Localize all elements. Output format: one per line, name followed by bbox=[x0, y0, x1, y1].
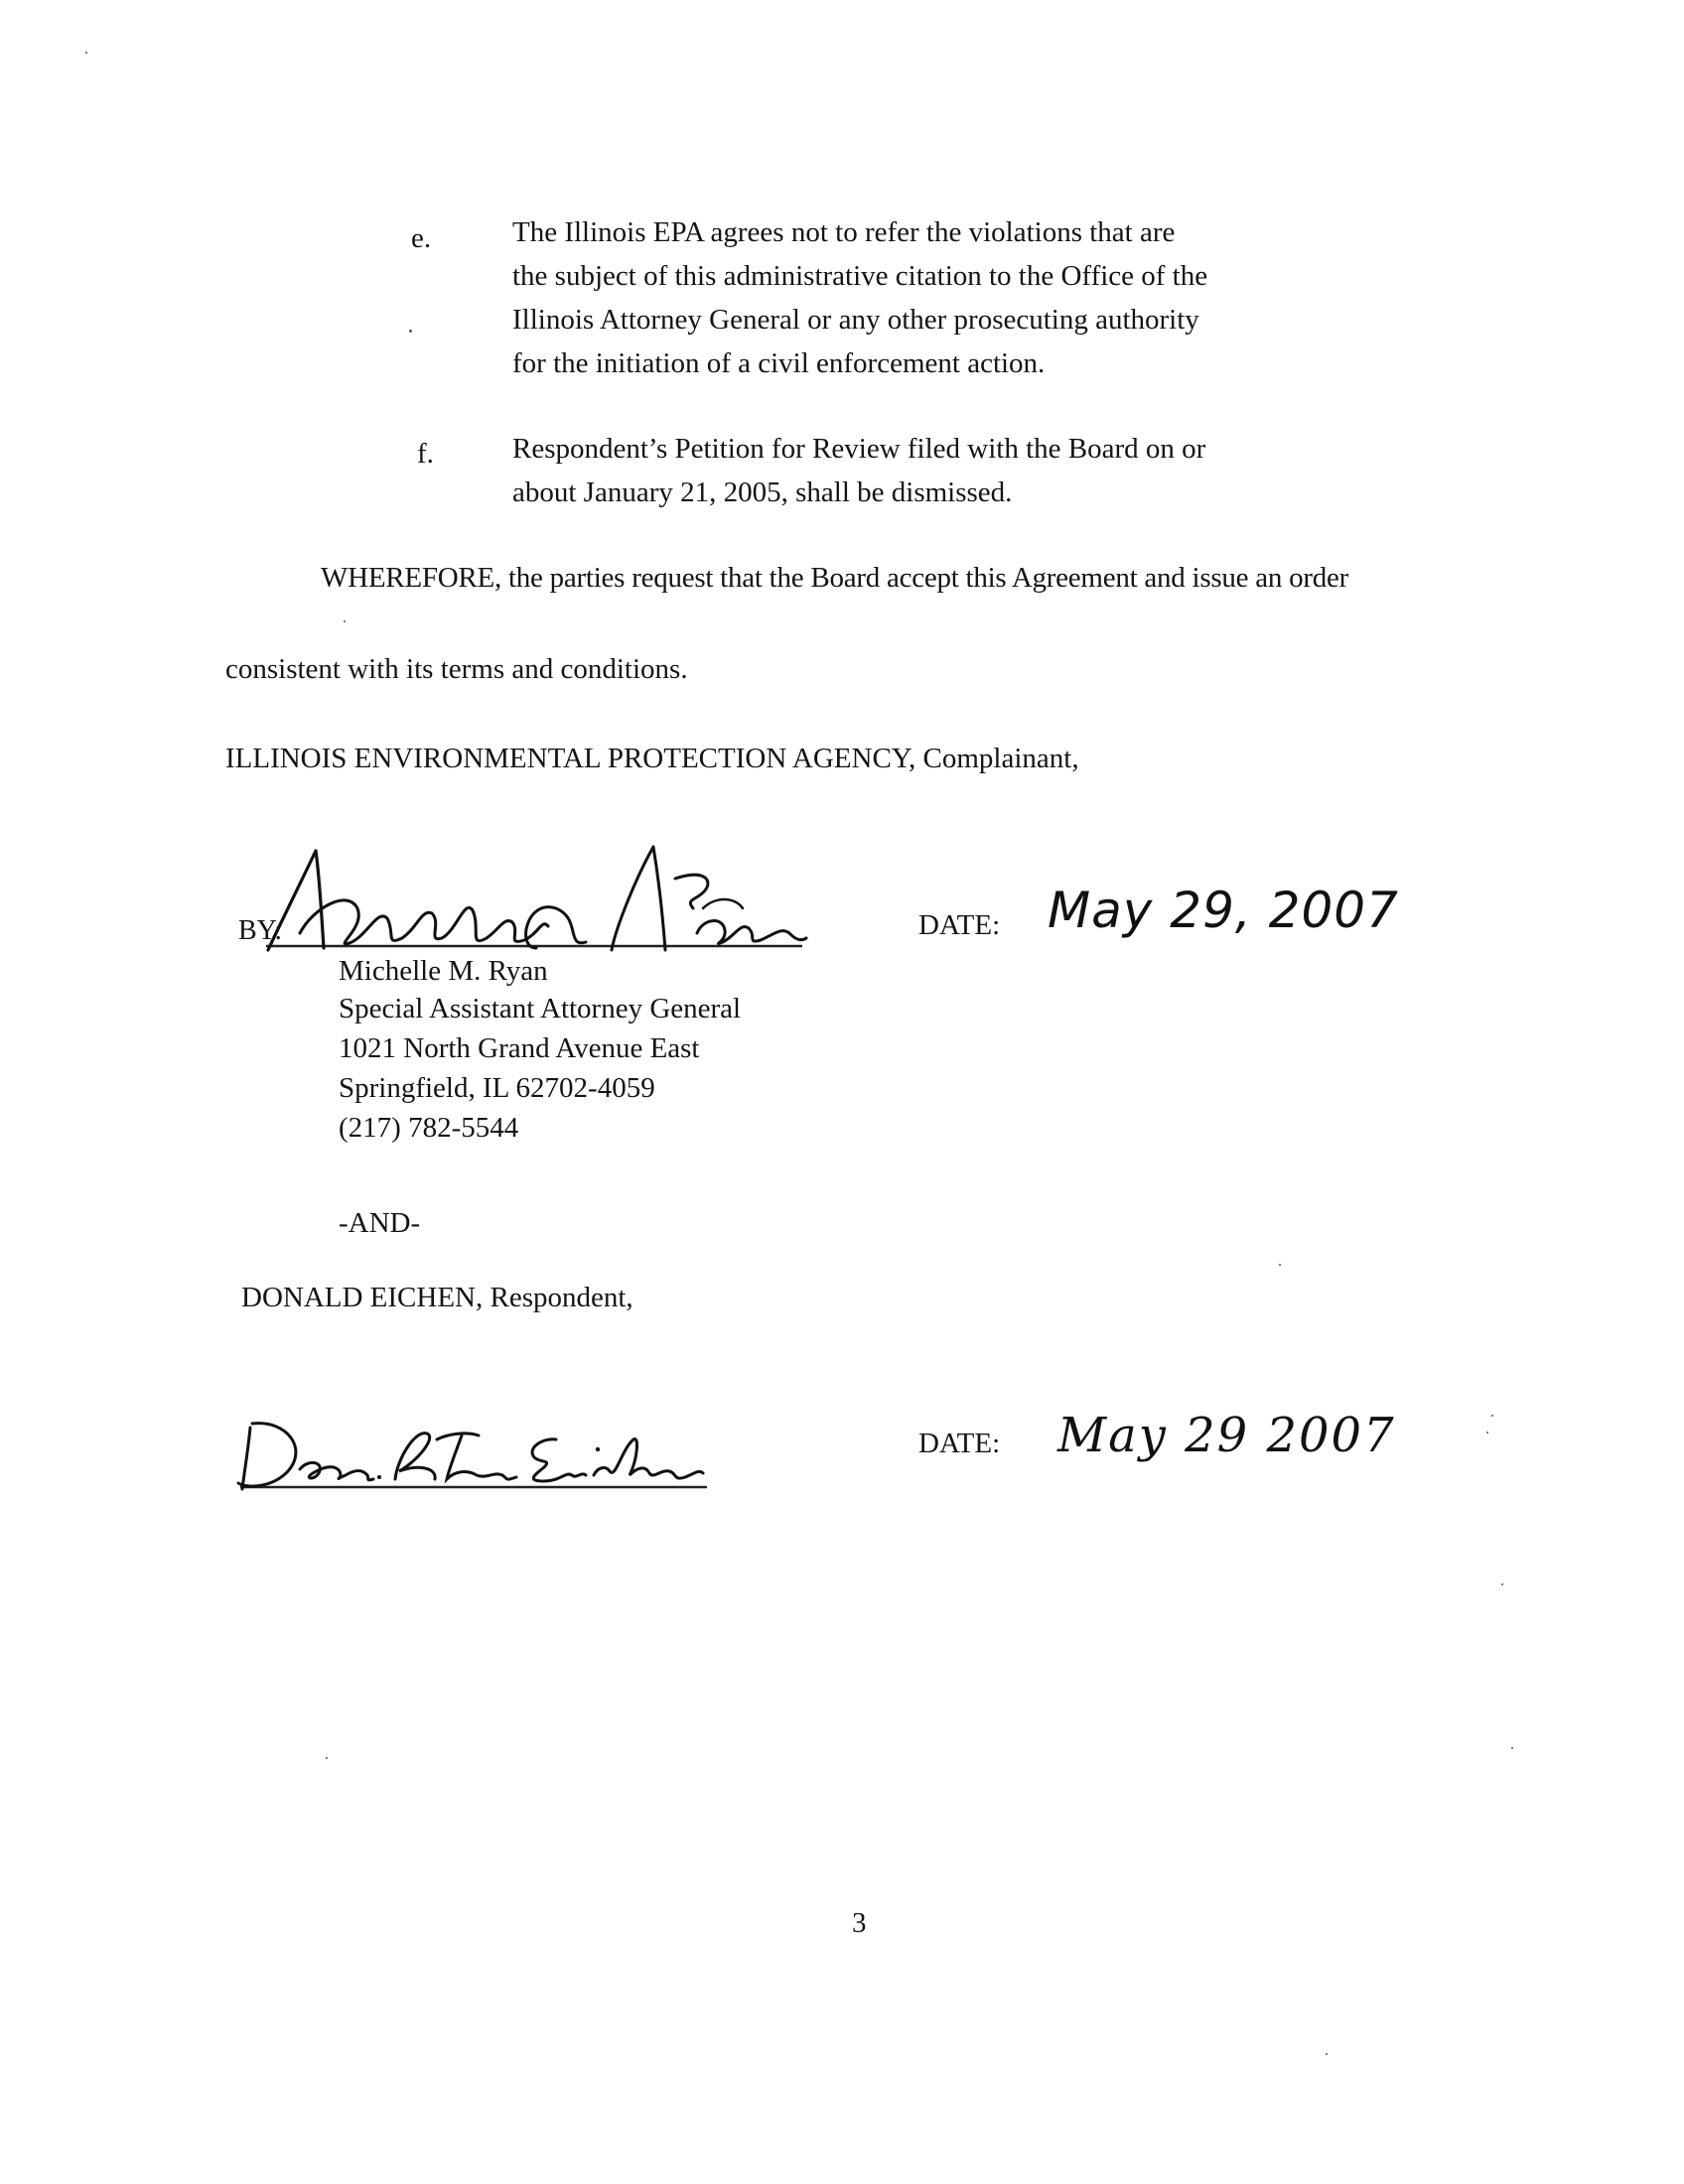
scan-speck bbox=[1486, 1432, 1488, 1433]
address-line: Special Assistant Attorney General bbox=[339, 993, 742, 1024]
by-label: BY: bbox=[238, 915, 283, 946]
item-e-line: for the initiation of a civil enforcement action. bbox=[512, 347, 1046, 379]
complainant-heading: ILLINOIS ENVIRONMENTAL PROTECTION AGENCY, Complainant, bbox=[225, 743, 1079, 774]
scan-speck bbox=[344, 620, 346, 622]
scan-speck bbox=[326, 1757, 328, 1759]
item-e-line: Illinois Attorney General or any other prosecuting authority bbox=[512, 304, 1199, 336]
address-line: Springfield, IL 62702-4059 bbox=[339, 1072, 655, 1104]
respondent-date-handwritten: May 29 2007 bbox=[1057, 1408, 1396, 1463]
item-f-line: Respondent’s Petition for Review filed with the Board on or bbox=[512, 433, 1206, 465]
scan-speck bbox=[1511, 1747, 1513, 1749]
address-line: 1021 North Grand Avenue East bbox=[339, 1032, 700, 1064]
item-f-line: about January 21, 2005, shall be dismissed. bbox=[512, 477, 1013, 508]
wherefore-line-1: WHEREFORE, the parties request that the Board accept this Agreement and issue an order bbox=[321, 562, 1349, 594]
scan-speck bbox=[85, 52, 87, 54]
respondent-signature bbox=[228, 1410, 715, 1509]
scan-speck bbox=[1279, 1264, 1281, 1266]
signer-address bbox=[339, 989, 741, 1148]
item-e-text bbox=[512, 210, 1307, 385]
scan-speck bbox=[1491, 1415, 1493, 1417]
item-f-text bbox=[512, 427, 1307, 514]
respondent-date-label: DATE: bbox=[918, 1428, 1001, 1459]
address-line: (217) 782-5544 bbox=[339, 1112, 519, 1144]
item-e-line: the subject of this administrative citation to the Office of the bbox=[512, 260, 1208, 292]
complainant-date-label: DATE: bbox=[918, 909, 1001, 941]
scan-speck bbox=[1501, 1583, 1503, 1585]
page-number: 3 bbox=[852, 1907, 867, 1939]
item-e-label: e. bbox=[411, 222, 432, 254]
respondent-heading: DONALD EICHEN, Respondent, bbox=[241, 1282, 633, 1313]
scan-speck bbox=[1326, 2053, 1328, 2055]
scan-speck bbox=[409, 330, 412, 333]
item-f-label: f. bbox=[417, 438, 434, 470]
signer-name: Michelle M. Ryan bbox=[339, 955, 548, 987]
complainant-date-handwritten: May 29, 2007 bbox=[1048, 882, 1399, 939]
wherefore-line-2: consistent with its terms and conditions. bbox=[225, 653, 688, 685]
and-separator: -AND- bbox=[339, 1207, 421, 1239]
complainant-signature bbox=[238, 839, 824, 963]
item-e-line: The Illinois EPA agrees not to refer the violations that are bbox=[512, 216, 1176, 248]
